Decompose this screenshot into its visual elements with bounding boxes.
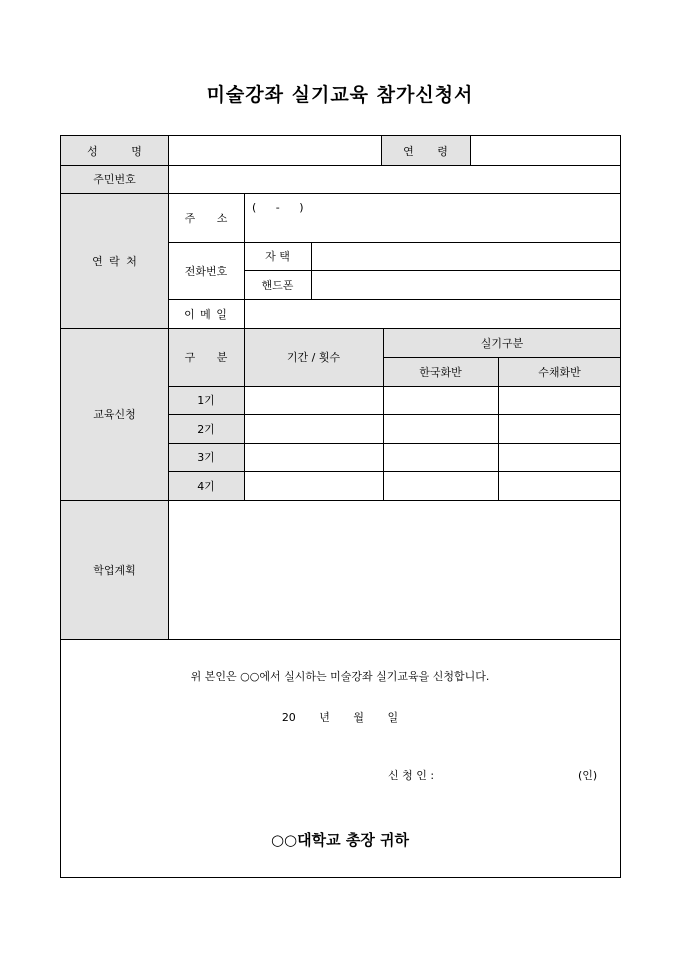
email-label: 이 메 일 <box>184 307 228 321</box>
age-field[interactable] <box>471 136 620 165</box>
term-2-label: 2기 <box>197 422 215 436</box>
declaration-date: 20 년 월 일 <box>281 711 399 724</box>
recipient: ○○대학교 총장 귀하 <box>270 831 410 849</box>
applicant-label: 신 청 인 : <box>388 769 435 782</box>
term-1-watercolor-field[interactable] <box>499 387 620 414</box>
seal-mark: (인) <box>578 769 598 782</box>
resident-number-field[interactable] <box>169 166 620 193</box>
term-3-watercolor-field[interactable] <box>499 444 620 471</box>
contact-label: 연 락 처 <box>92 254 137 268</box>
declaration-statement: 위 본인은 ○○에서 실시하는 미술강좌 실기교육을 신청합니다. <box>190 670 490 683</box>
term-3-korean-field[interactable] <box>384 444 498 471</box>
page-title: 미술강좌 실기교육 참가신청서 <box>206 84 474 106</box>
phone-label: 전화번호 <box>184 264 228 278</box>
study-plan-label: 학업계획 <box>93 563 136 577</box>
table-border-bottom <box>60 877 621 878</box>
home-phone-field[interactable] <box>312 243 620 270</box>
term-4-period-field[interactable] <box>245 472 383 500</box>
korean-painting-label: 한국화반 <box>419 365 462 379</box>
term-1-period-field[interactable] <box>245 387 383 414</box>
term-1-label: 1기 <box>197 394 215 407</box>
row-line <box>60 639 621 640</box>
term-4-watercolor-field[interactable] <box>499 472 620 500</box>
address-label: 주 소 <box>184 211 228 225</box>
name-field[interactable] <box>169 136 381 165</box>
practice-category-label: 실기구분 <box>480 336 524 350</box>
mobile-phone-field[interactable] <box>312 271 620 299</box>
term-2-period-field[interactable] <box>245 415 383 443</box>
term-4-label: 4기 <box>197 479 215 493</box>
term-1-korean-field[interactable] <box>384 387 498 414</box>
address-field[interactable]: ( - ) <box>252 201 304 214</box>
table-border-right <box>620 135 621 877</box>
term-3-period-field[interactable] <box>245 444 383 471</box>
term-2-watercolor-field[interactable] <box>499 415 620 443</box>
category-label: 구 분 <box>184 351 228 364</box>
mobile-phone-label: 핸드폰 <box>261 278 294 292</box>
study-plan-field[interactable] <box>169 501 620 639</box>
term-4-korean-field[interactable] <box>384 472 498 500</box>
term-3-label: 3기 <box>197 451 215 464</box>
watercolor-painting-label: 수채화반 <box>538 365 581 379</box>
email-field[interactable] <box>245 300 620 328</box>
education-label: 교육신청 <box>93 408 136 421</box>
applicant-name-field[interactable] <box>456 762 566 784</box>
period-count-label: 기간 / 횟수 <box>286 351 341 364</box>
name-label: 성 명 <box>87 144 142 158</box>
resident-number-label: 주민번호 <box>93 173 136 186</box>
age-label: 연 령 <box>403 144 448 158</box>
home-phone-label: 자 택 <box>265 250 290 263</box>
term-2-korean-field[interactable] <box>384 415 498 443</box>
